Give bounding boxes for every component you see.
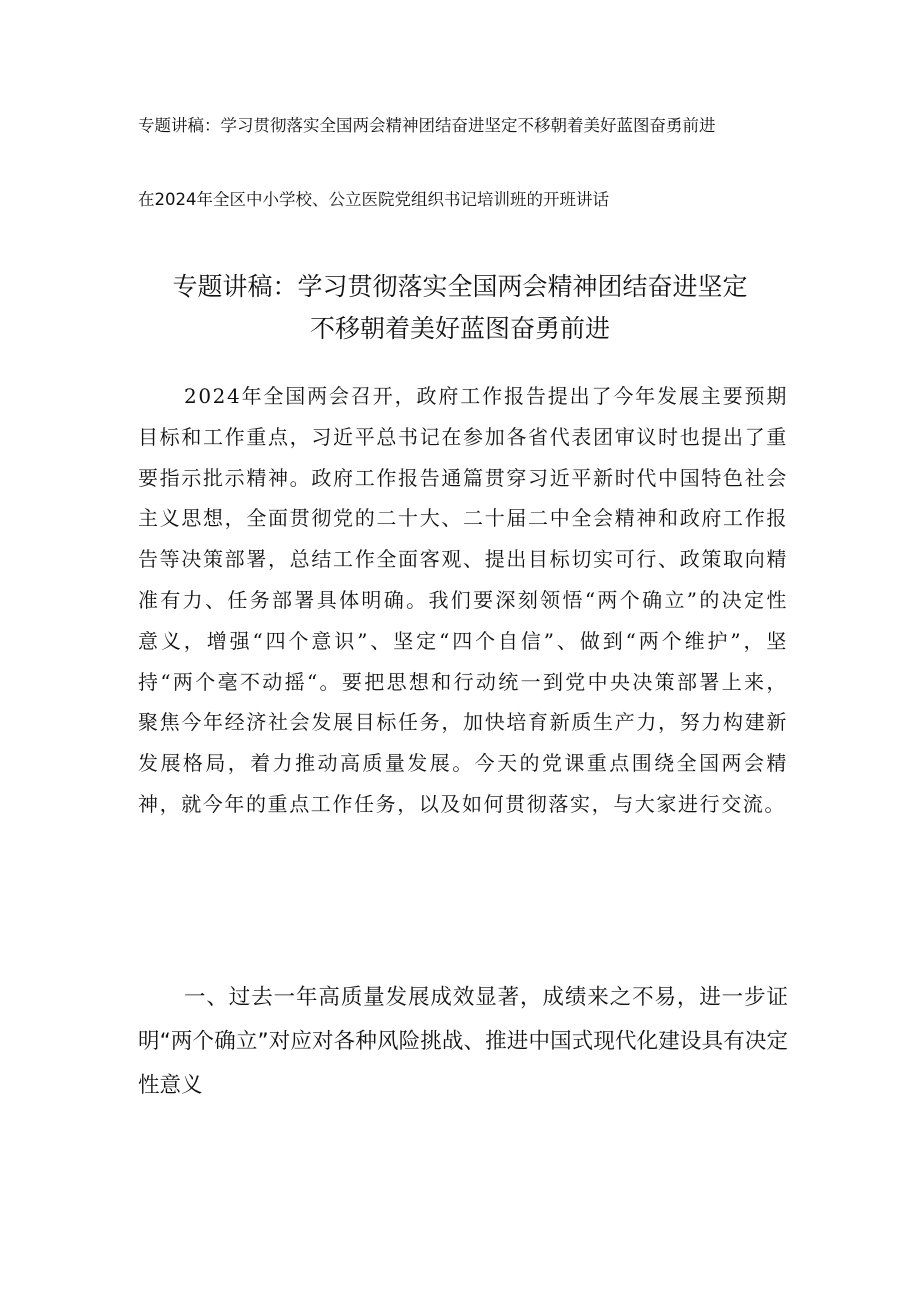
document-title-line-1: 专题讲稿：学习贯彻落实全国两会精神团结奋进坚定 (172, 272, 748, 301)
document-title (130, 266, 790, 350)
intro-paragraph: 2024年全国两会召开，政府工作报告提出了今年发展主要预期目标和工作重点，习近平总书记在参加各省代表团审议时也提出了重要指示批示精神。政府工作报告通篇贯穿习近平新时代中国特色社会主义思想，全面贯彻党的二十大、二十届二中全会精神和政府工作报告等决策部署，总结工作全面客观、提出目标切实可行、政策取向精准有力、任务部署具体明确。我们要深刻领悟“两个确立”的决定性意义，增强“四个意识”、坚定“四个自信”、做到“两个维护”，坚持“两个毫不动摇“。要把思想和行动统一到党中央决策部署上来，聚焦今年经济社会发展目标任务，加快培育新质生产力，努力构建新发展格局，着力推动高质量发展。今天的党课重点围绕全国两会精神，就今年的重点工作任务，以及如何贯彻落实，与大家进行交流。 (138, 384, 788, 816)
header-subtitle-line: 在2024年全区中小学校、公立医院党组织书记培训班的开班讲话 (138, 190, 609, 209)
section-heading-1: 一、过去一年高质量发展成效显著，成绩来之不易，进一步证明“两个确立”对应对各种风险挑战、推进中国式现代化建设具有决定性意义 (138, 985, 788, 1098)
document-title-line-2: 不移朝着美好蓝图奋勇前进 (309, 314, 610, 343)
header-title-line: 专题讲稿：学习贯彻落实全国两会精神团结奋进坚定不移朝着美好蓝图奋勇前进 (138, 116, 716, 135)
